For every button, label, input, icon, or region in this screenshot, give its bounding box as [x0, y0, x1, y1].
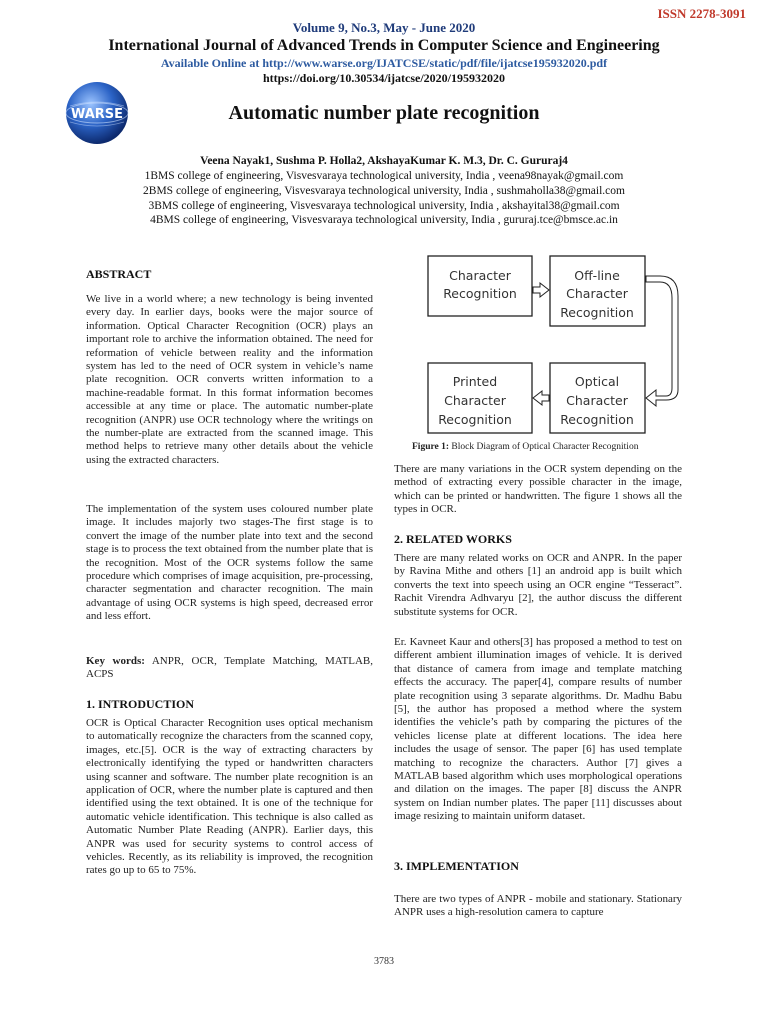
affiliation-2: 2BMS college of engineering, Visvesvaraya technological university, India , sushmaholla38@gmail.com [143, 185, 625, 197]
paper-authors: Veena Nayak1, Sushma P. Holla2, AkshayaKumar K. M.3, Dr. C. Gururaj4 [200, 155, 568, 167]
box3-line3: Recognition [438, 412, 512, 427]
introduction-paragraph: OCR is Optical Character Recognition uses optical mechanism to automatically recognize the characters from the scanned copy, images, etc.[5]. OCR is the way of extracting characters by electronically identifying the typed or handwritten characters using scanner and software. The number plate recognition is an application of OCR, where the number plate is captured and then identified using the text obtained. It is one of the technique for automatic vehicle identification. This technique is also called as Automatic Number Plate Reading (ANPR). Earlier days, this ANPR was used for security systems to control access of vehicles. Recently, as its reliability is improved, the recognition rates go up to 65 to 75%. [86, 717, 373, 877]
related-works-paragraph-1: There are many related works on OCR and ANPR. In the paper by Ravina Mithe and others [1] an android app is built which converts the text into speech using an OCR engine “Tesseract”. Rachit Virendra Adhvaryu [2], the author discuss the different substitute systems for OCR. [394, 552, 682, 618]
related-works-paragraph-2: Er. Kavneet Kaur and others[3] has proposed a method to test on different ambient illumination images of vehicle. It is derived that distance of camera from image and template matching effects the accuracy. The paper[4], compare results of number plate recognition using 3 separate algorithms. Dr. Madhu Babu [5], the author has proposed a method where the system identifies the vehicle’s path by comparing the pictures of the vehicles license plate at different locations. The idea here includes the usage of sensor. The paper [6] has used template matching to recognize the characters. Author [7] gives a MATLAB based algorithm which uses morphological operations and dilation on the images. The paper [8] discuss the ANPR system on Indian number plates. The paper [11] discusses about image resizing to maintain uniform dataset. [394, 636, 682, 823]
box4-line2: Character [566, 393, 628, 408]
variations-paragraph: There are many variations in the OCR system depending on the method of extracting every possible character in the image, which can be printed or handwritten. The figure 1 shows all the types in OCR. [394, 463, 682, 516]
box2-line1: Off-line [574, 268, 620, 283]
affiliation-1: 1BMS college of engineering, Visvesvaraya technological university, India , veena98nayak@gmail.com [144, 170, 624, 182]
issn-label: ISSN 2278-3091 [657, 6, 746, 21]
keywords-label: Key words: [86, 655, 145, 667]
introduction-heading: 1. INTRODUCTION [86, 697, 195, 711]
available-online-link[interactable]: Available Online at http://www.warse.org/IJATCSE/static/pdf/file/ijatcse195932020.pdf [160, 56, 608, 70]
box1-line2: Recognition [443, 286, 517, 301]
box4-line1: Optical [574, 374, 620, 389]
ocr-block-diagram [420, 250, 690, 440]
abstract-paragraph-1: We live in a world where; a new technology is being invented every day. In earlier days, books were the major source of information. Optical Character Recognition (OCR) plays an important role to archive the information obtained. The need for reformation of vehicle between reality and the information system has led to the need of OCR system in vehicle’s name plate recognition. OCR converts written information to a machine-readable format. In this format information becomes accessible at any time or place. The automatic number-plate recognition (ANPR) use OCR technology where the writings on the number-plate are extracted from the scanned image. This method helps to retrieve many other details about the vehicle using the extracted characters. [86, 293, 373, 466]
keywords-text: ANPR, OCR, Template Matching, MATLAB, ACPS [86, 655, 373, 681]
box3-line1: Printed [452, 374, 498, 389]
arrow-right-icon [533, 283, 549, 297]
box1-line1: Character [449, 268, 511, 283]
box2-line2: Character [566, 286, 628, 301]
page-number: 3783 [374, 956, 394, 967]
paper-title: Automatic number plate recognition [228, 102, 540, 124]
related-works-heading: 2. RELATED WORKS [394, 532, 512, 546]
figure-caption-text: Block Diagram of Optical Character Recognition [449, 442, 639, 452]
abstract-heading: ABSTRACT [86, 267, 152, 281]
abstract-paragraph-2: The implementation of the system uses coloured number plate image. It includes majorly two stages-The first stage is to convert the image of the number plate into text and the second stage is to process the text obtained from the number plate that is the recognition. Most of the OCR systems follow the same procedure which comprises of image acquisition, pre-processing, character segmentation and character recognition. The main advantage of using OCR systems is high speed, decreased error and less effort. [86, 503, 373, 623]
arrow-loop-icon [646, 276, 678, 406]
box4-line3: Recognition [560, 412, 634, 427]
box3-line2: Character [444, 393, 506, 408]
journal-title: International Journal of Advanced Trends in Computer Science and Engineering [108, 37, 660, 54]
keywords-line [86, 655, 373, 682]
arrow-left-icon [533, 391, 549, 405]
affiliation-3: 3BMS college of engineering, Visvesvaraya technological university, India , akshayital38@gmail.com [148, 200, 620, 212]
affiliation-4: 4BMS college of engineering, Visvesvaraya technological university, India , gururaj.tce@bmsce.ac.in [150, 214, 618, 226]
figure-label: Figure 1: [412, 442, 450, 452]
doi-link[interactable]: https://doi.org/10.30534/ijatcse/2020/195932020 [263, 71, 505, 85]
logo-text: WARSE [70, 107, 124, 122]
volume-line: Volume 9, No.3, May - June 2020 [292, 20, 476, 35]
figure-caption [412, 442, 692, 452]
implementation-heading: 3. IMPLEMENTATION [394, 859, 519, 873]
implementation-paragraph: There are two types of ANPR - mobile and stationary. Stationary ANPR uses a high-resolution camera to capture [394, 893, 682, 919]
box2-line3: Recognition [560, 305, 634, 320]
